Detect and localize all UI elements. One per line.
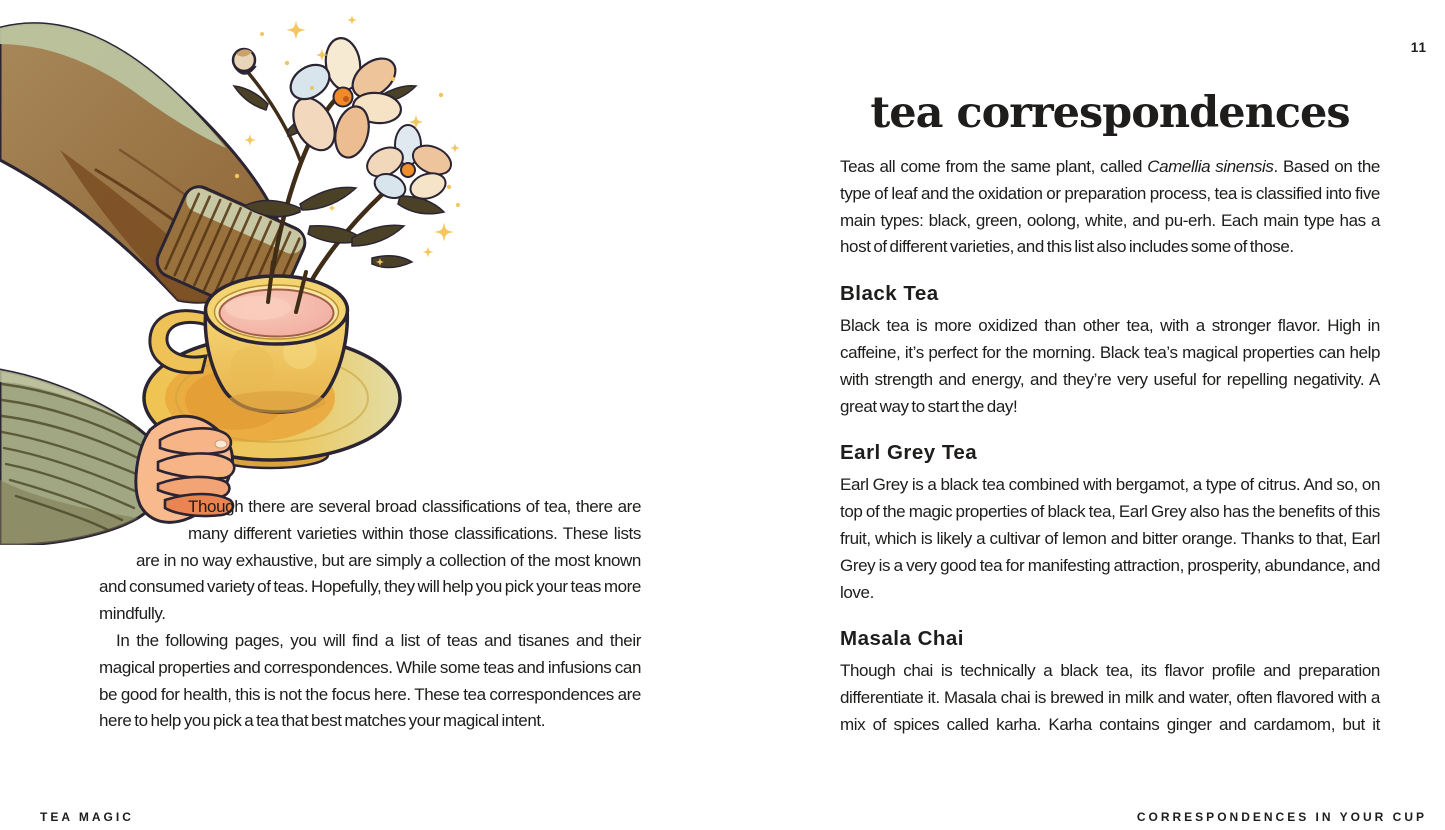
paragraph-text: In the following pages, you will find a list of teas and tisanes and their magical properties and correspondences. While some teas and infusions can be good for health, this is not the focus here. These tea correspondences are here to help you pick a tea that best matches your magical intent. bbox=[99, 630, 641, 731]
right-running-footer: CORRESPONDENCES IN YOUR CUP bbox=[1136, 810, 1427, 824]
section-body: Though chai is technically a black tea, its flavor profile and preparation differentiate it. Masala chai is brewed in milk and water, often flavored with a mix of spices called karha. Karha contains ginger and cardamom, but it bbox=[840, 661, 1380, 734]
page-number: 11 bbox=[1410, 40, 1427, 55]
section-heading: Black Tea bbox=[840, 282, 939, 306]
right-page bbox=[722, 0, 1445, 830]
section-heading: Masala Chai bbox=[840, 627, 964, 651]
flower-small bbox=[362, 125, 455, 203]
flower-bud bbox=[233, 49, 256, 74]
paragraph-text: Though there are several broad classifications of tea, there are many different varieties within those classifications. These lists are in no way exhaustive, but are simply a collection of the most known and consumed variety of teas. Hopefully, they will help you pick your teas more mindfully. bbox=[99, 497, 641, 624]
intro-text: . Based on the type of leaf and the oxidation or preparation process, tea is classified into five main types: black, green, oolong, white, and pu-erh. Each main type has a host of different varieties, and this list also includes some of those. bbox=[840, 157, 1380, 257]
section-heading: Earl Grey Tea bbox=[840, 441, 978, 465]
intro-text: Teas all come from the same plant, called bbox=[840, 157, 1148, 176]
right-page-text bbox=[840, 88, 1380, 739]
left-page bbox=[0, 0, 722, 830]
chapter-title: tea correspondences bbox=[870, 88, 1350, 138]
teacup-illustration bbox=[0, 0, 470, 545]
flower-large bbox=[284, 36, 403, 161]
section-body: Black tea is more oxidized than other tea, with a stronger flavor. High in caffeine, it’s perfect for the morning. Black tea’s magical properties can help with strength and energy, and they’re very useful for repelling negativity. A great way to start the day! bbox=[840, 316, 1380, 416]
text-wrap-spacer bbox=[99, 521, 136, 548]
latin-plant-name: Camellia sinensis bbox=[1147, 157, 1274, 176]
left-page-text bbox=[99, 494, 641, 735]
text-wrap-spacer bbox=[99, 494, 188, 521]
paragraph bbox=[99, 494, 641, 628]
tea-section-masala-chai bbox=[840, 627, 1380, 738]
left-running-footer: TEA MAGIC bbox=[40, 810, 134, 824]
intro-paragraph bbox=[840, 154, 1380, 261]
tea-section-earl-grey bbox=[840, 441, 1380, 606]
tea-section-black-tea bbox=[840, 282, 1380, 420]
section-body: Earl Grey is a black tea combined with bergamot, a type of citrus. And so, on top of the magic properties of black tea, Earl Grey also has the benefits of this fruit, which is likely a cultivar of lemon and bitter orange. Thanks to that, Earl Grey is a very good tea for manifesting attraction, prosperity, abundance, and love. bbox=[840, 475, 1380, 602]
paragraph bbox=[99, 628, 641, 735]
